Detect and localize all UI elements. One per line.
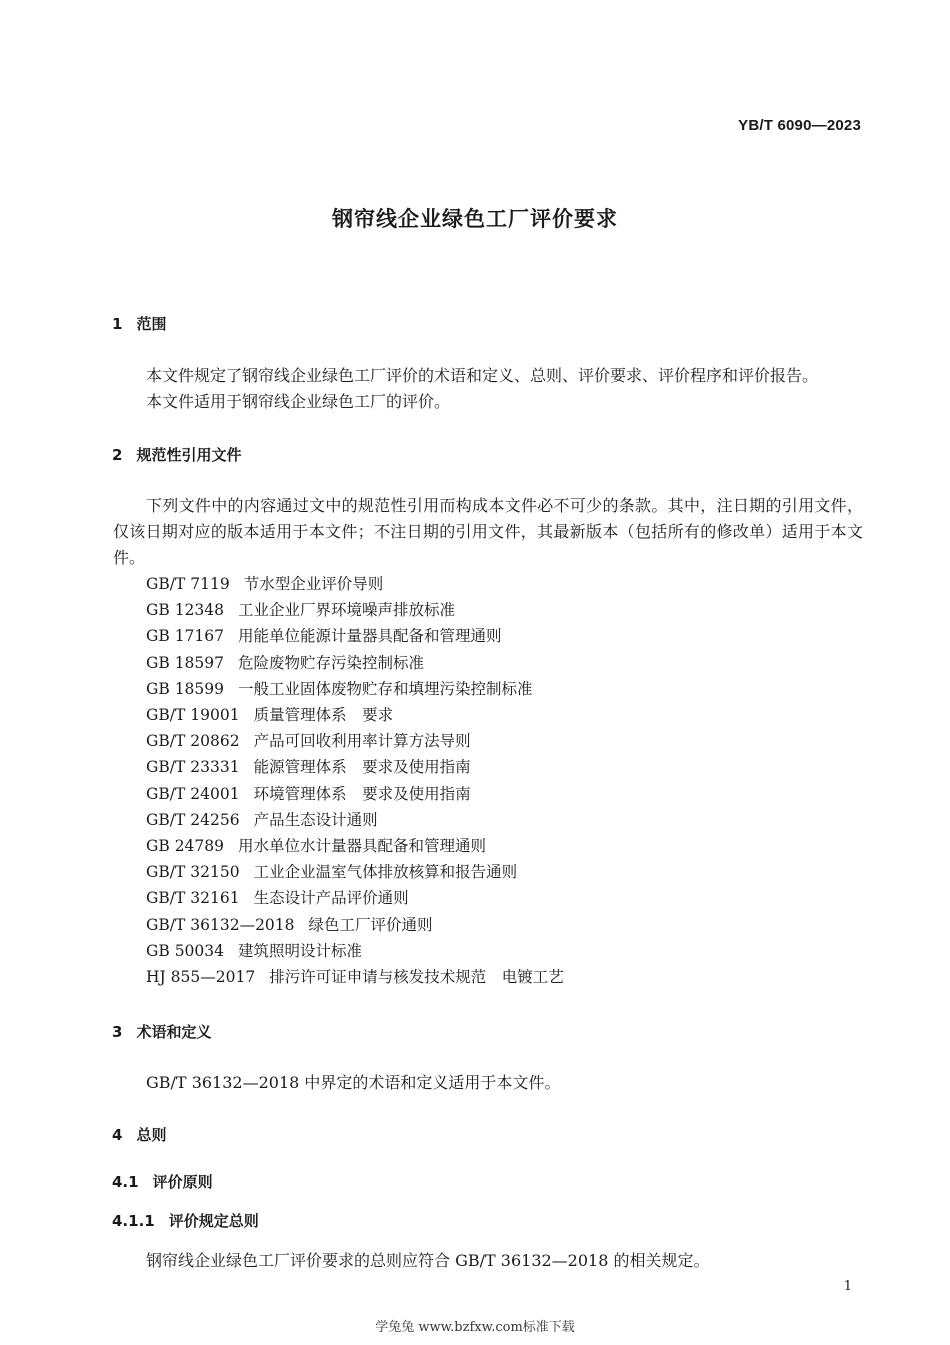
section-number: 3 bbox=[112, 1023, 123, 1041]
reference-code: GB 50034 bbox=[146, 941, 225, 960]
reference-code: GB/T 24256 bbox=[146, 810, 240, 829]
reference-code: GB/T 23331 bbox=[146, 758, 240, 777]
reference-name: 一般工业固体废物贮存和填埋污染控制标准 bbox=[238, 679, 533, 698]
reference-code: GB 12348 bbox=[146, 601, 225, 620]
reference-item bbox=[146, 859, 564, 885]
reference-item bbox=[146, 885, 564, 911]
section-title: 评价原则 bbox=[152, 1173, 213, 1191]
reference-item bbox=[146, 702, 564, 728]
section-number: 1 bbox=[112, 315, 123, 333]
reference-item bbox=[146, 623, 564, 649]
reference-name: 用水单位水计量器具配备和管理通则 bbox=[238, 837, 487, 856]
reference-item bbox=[146, 754, 564, 780]
reference-item bbox=[146, 833, 564, 859]
reference-code: GB/T 36132—2018 bbox=[146, 915, 295, 934]
section-1-heading bbox=[112, 313, 166, 334]
section-title: 总则 bbox=[136, 1126, 167, 1144]
section-4-1-1-paragraph: 钢帘线企业绿色工厂评价要求的总则应符合 GB/T 36132—2018 的相关规定。 bbox=[146, 1251, 710, 1270]
reference-name: 排污许可证申请与核发技术规范 电镀工艺 bbox=[269, 968, 564, 987]
reference-name: 工业企业温室气体排放核算和报告通则 bbox=[253, 863, 518, 882]
section-3-heading bbox=[112, 1021, 211, 1042]
section-number: 4.1.1 bbox=[112, 1212, 155, 1230]
reference-item bbox=[146, 597, 564, 623]
reference-item bbox=[146, 571, 564, 597]
section-number: 4.1 bbox=[112, 1173, 139, 1191]
reference-item bbox=[146, 728, 564, 754]
section-number: 2 bbox=[112, 446, 123, 464]
reference-item bbox=[146, 781, 564, 807]
reference-name: 产品生态设计通则 bbox=[253, 810, 378, 829]
reference-name: 危险废物贮存污染控制标准 bbox=[238, 653, 425, 672]
reference-code: HJ 855—2017 bbox=[146, 968, 256, 987]
reference-name: 质量管理体系 要求 bbox=[253, 706, 394, 725]
reference-code: GB/T 7119 bbox=[146, 575, 230, 593]
section-title: 评价规定总则 bbox=[168, 1212, 259, 1230]
section-1-paragraph-2: 本文件适用于钢帘线企业绿色工厂的评价。 bbox=[146, 392, 451, 411]
reference-item bbox=[146, 676, 564, 702]
reference-name: 生态设计产品评价通则 bbox=[253, 889, 409, 908]
reference-item bbox=[146, 912, 564, 938]
reference-name: 绿色工厂评价通则 bbox=[308, 915, 433, 934]
reference-item bbox=[146, 650, 564, 676]
reference-code: GB/T 32161 bbox=[146, 889, 240, 908]
reference-name: 工业企业厂界环境噪声排放标准 bbox=[238, 601, 456, 620]
document-title: 钢帘线企业绿色工厂评价要求 bbox=[332, 207, 618, 231]
reference-code: GB 17167 bbox=[146, 627, 225, 646]
page-number: 1 bbox=[843, 1279, 852, 1294]
reference-code: GB/T 19001 bbox=[146, 706, 240, 725]
section-2-intro: 下列文件中的内容通过文中的规范性引用而构成本文件必不可少的条款。其中，注日期的引用文件，仅该日期对应的版本适用于本文件；不注日期的引用文件，其最新版本（包括所有的修改单）适用于本文件。 bbox=[113, 496, 863, 567]
reference-name: 建筑照明设计标准 bbox=[238, 941, 363, 960]
reference-item bbox=[146, 807, 564, 833]
reference-code: GB/T 20862 bbox=[146, 732, 240, 751]
reference-name: 环境管理体系 要求及使用指南 bbox=[253, 784, 471, 803]
section-4-heading bbox=[112, 1124, 166, 1145]
reference-code: GB/T 32150 bbox=[146, 863, 240, 882]
standard-code: YB/T 6090—2023 bbox=[738, 117, 861, 134]
normative-reference-list bbox=[146, 571, 564, 990]
section-title: 术语和定义 bbox=[136, 1023, 212, 1041]
section-number: 4 bbox=[112, 1126, 123, 1144]
section-1-paragraph-1: 本文件规定了钢帘线企业绿色工厂评价的术语和定义、总则、评价要求、评价程序和评价报告。 bbox=[146, 366, 819, 385]
reference-code: GB 18599 bbox=[146, 679, 225, 698]
reference-name: 产品可回收利用率计算方法导则 bbox=[253, 732, 471, 751]
reference-name: 节水型企业评价导则 bbox=[243, 575, 384, 593]
reference-code: GB/T 24001 bbox=[146, 784, 240, 803]
reference-item bbox=[146, 938, 564, 964]
section-title: 范围 bbox=[136, 315, 167, 333]
section-3-paragraph: GB/T 36132—2018 中界定的术语和定义适用于本文件。 bbox=[146, 1073, 561, 1092]
reference-name: 能源管理体系 要求及使用指南 bbox=[253, 758, 471, 777]
reference-code: GB 24789 bbox=[146, 837, 225, 856]
section-4-1-heading bbox=[112, 1171, 213, 1192]
section-title: 规范性引用文件 bbox=[136, 446, 242, 464]
section-2-heading bbox=[112, 444, 241, 465]
reference-item bbox=[146, 964, 564, 990]
reference-name: 用能单位能源计量器具配备和管理通则 bbox=[238, 627, 502, 646]
watermark-text: 学兔兔 www.bzfxw.com标准下载 bbox=[375, 1320, 575, 1335]
reference-code: GB 18597 bbox=[146, 653, 225, 672]
section-4-1-1-heading bbox=[112, 1210, 259, 1231]
